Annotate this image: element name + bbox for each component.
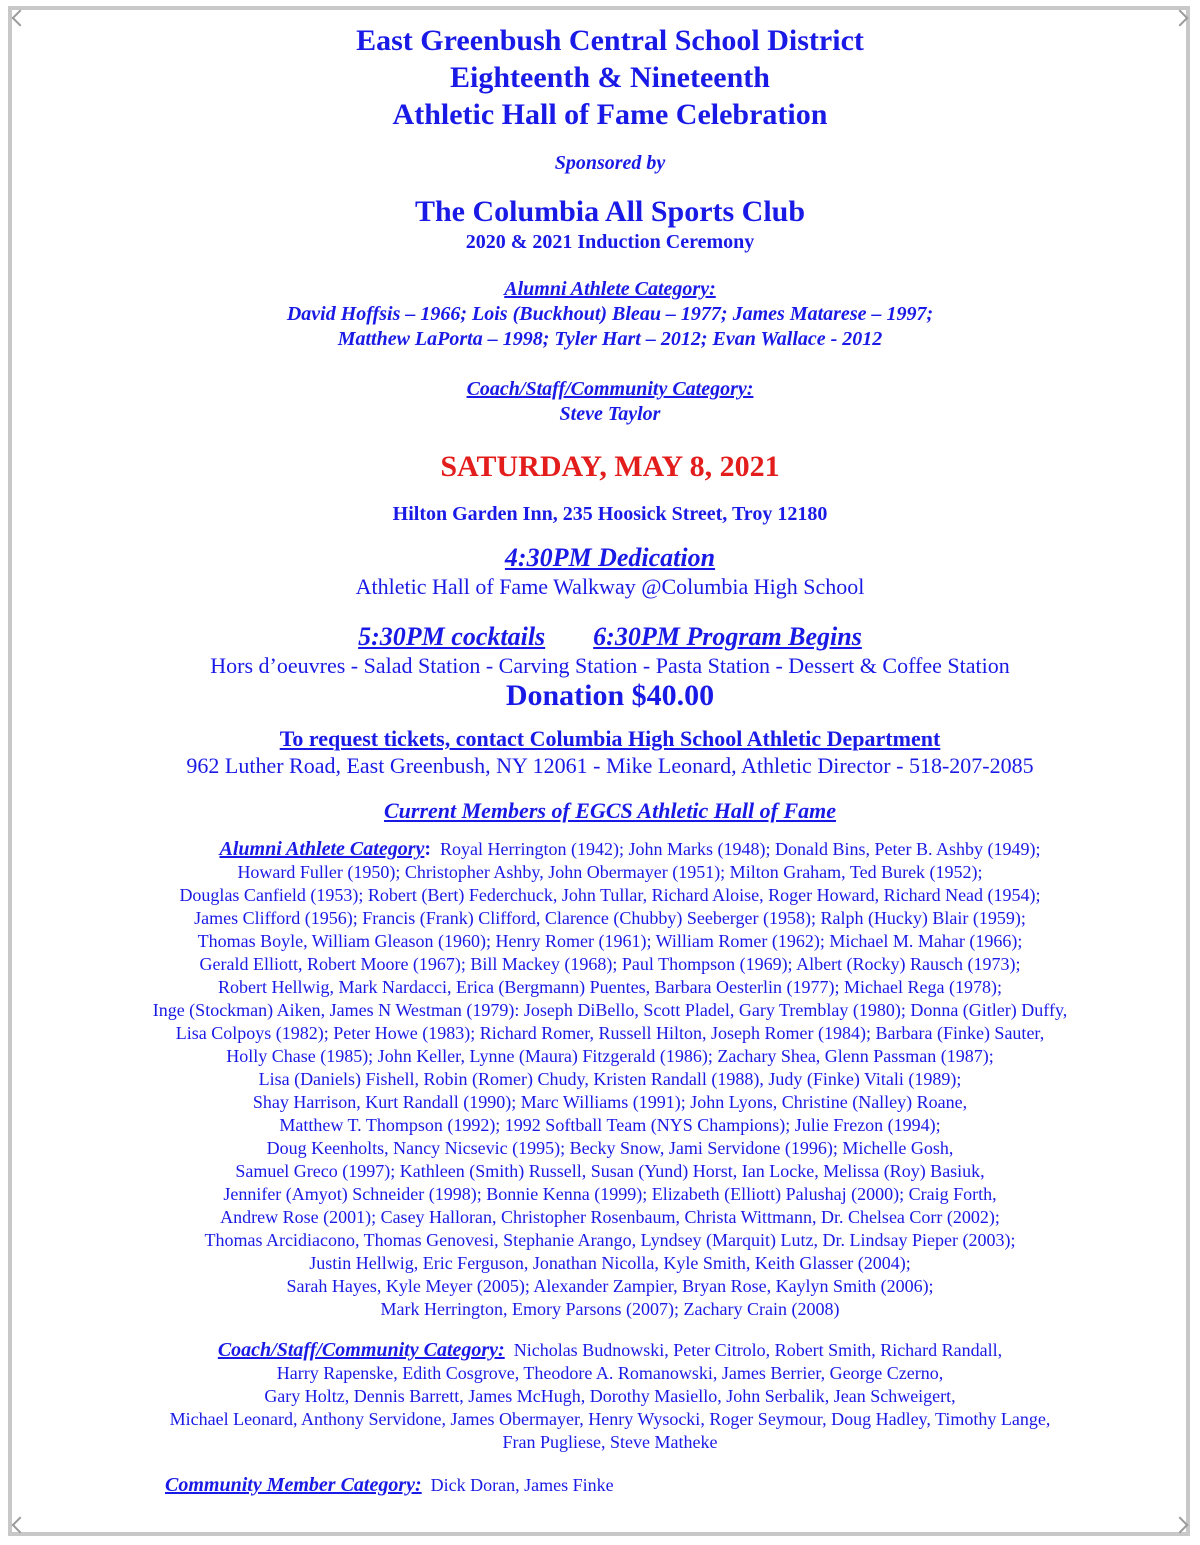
program-times [20,622,1200,652]
community-heading: Community Member Category: [165,1474,422,1496]
sponsored-by-label: Sponsored by [554,152,666,174]
member-names: Royal Herrington (1942); John Marks (1948); Donald Bins, Peter B. Ashby (1949); [440,839,1041,859]
member-line: Holly Chase (1985); John Keller, Lynne (Maura) Fitzgerald (1986); Zachary Shea, Glenn Passman (1987); [226,1046,994,1066]
member-line: Gerald Elliott, Robert Moore (1967); Bill Mackey (1968); Paul Thompson (1969); Albert (Rocky) Rausch (1973); [199,954,1021,974]
flyer-title [20,22,1200,133]
member-line: Mark Herrington, Emory Parsons (2007); Zachary Crain (2008) [380,1299,840,1319]
program-start-time: 6:30PM Program Begins [593,622,862,651]
member-line: Howard Fuller (1950); Christopher Ashby, John Obermayer (1951); Milton Graham, Ted Burek (1952); [237,862,983,882]
member-line: Fran Pugliese, Steve Matheke [502,1432,718,1452]
member-line: Sarah Hayes, Kyle Meyer (2005); Alexander Zampier, Bryan Rose, Kaylyn Smith (2006); [286,1276,934,1296]
member-line: Inge (Stockman) Aiken, James N Westman (1979): Joseph DiBello, Scott Pladel, Gary Tremblay (1980); Donna (Gitler) Duffy, [152,1000,1068,1020]
alumni-inductees-line: David Hoffsis – 1966; Lois (Buckhout) Bleau – 1977; James Matarese – 1997; [286,303,934,325]
menu-list: Hors d’oeuvres - Salad Station - Carving Station - Pasta Station - Dessert & Coffee Station [210,653,1010,678]
member-line: Shay Harrison, Kurt Randall (1990); Marc Williams (1991); John Lyons, Christine (Nalley) Roane, [252,1092,968,1112]
dedication-section [20,543,1200,600]
tickets-heading: To request tickets, contact Columbia High School Athletic Department [279,726,941,751]
member-line: Samuel Greco (1997); Kathleen (Smith) Russell, Susan (Yund) Horst, Ian Locke, Melissa (Roy) Basiuk, [235,1161,985,1181]
coach-inductee-section [20,377,1200,427]
alumni-category-heading: Alumni Athlete Category: [504,278,716,300]
current-coach-heading: Coach/Staff/Community Category: [217,1339,505,1361]
current-members-heading: Current Members of EGCS Athletic Hall of Fame [383,798,837,823]
member-line: Matthew T. Thompson (1992); 1992 Softball Team (NYS Champions); Julie Frezon (1994); [279,1115,941,1135]
member-line: Jennifer (Amyot) Schneider (1998); Bonnie Kenna (1999); Elizabeth (Elliott) Palushaj (2000); Craig Forth, [223,1184,997,1204]
member-names: Nicholas Budnowski, Peter Citrolo, Robert Smith, Richard Randall, [513,1340,1003,1360]
member-line: Robert Hellwig, Mark Nardacci, Erica (Bergmann) Puentes, Barbara Oesterlin (1977); Michael Rega (1978); [218,977,1002,997]
dedication-place: Athletic Hall of Fame Walkway @Columbia High School [355,574,865,599]
current-coach-members [20,1339,1200,1454]
member-line: Lisa (Daniels) Fishell, Robin (Romer) Chudy, Kristen Randall (1988), Judy (Finke) Vitali (1989); [258,1069,962,1089]
coach-category-heading: Coach/Staff/Community Category: [466,378,754,400]
member-line: Lisa Colpoys (1982); Peter Howe (1983); Richard Romer, Russell Hilton, Joseph Romer (1984); Barbara (Finke) Sauter, [175,1023,1045,1043]
title-line: Eighteenth & Nineteenth [450,61,770,94]
member-line: Justin Hellwig, Eric Ferguson, Jonathan Nicolla, Kyle Smith, Keith Glasser (2004); [309,1253,911,1273]
member-line: Thomas Arcidiacono, Thomas Genovesi, Stephanie Arango, Lyndsey (Marquit) Lutz, Dr. Lindsay Pieper (2003); [204,1230,1016,1250]
member-line: Harry Rapenske, Edith Cosgrove, Theodore A. Romanowski, James Berrier, George Czerno, [276,1363,944,1383]
alumni-inductees-line: Matthew LaPorta – 1998; Tyler Hart – 2012; Evan Wallace - 2012 [337,328,883,350]
cocktails-time: 5:30PM cocktails [358,622,546,651]
member-line: Gary Holtz, Dennis Barrett, James McHugh, Dorothy Masiello, John Serbalik, Jean Schweigert, [264,1386,956,1406]
community-members [20,1474,1200,1497]
flyer-content [20,22,1200,1497]
program-section [20,622,1200,713]
member-line: Doug Keenholts, Nancy Nicsevic (1995); Becky Snow, Jami Servidone (1996); Michelle Gosh, [266,1138,954,1158]
member-line [20,1339,1200,1362]
member-line: Douglas Canfield (1953); Robert (Bert) Federchuck, John Tullar, Richard Aloise, Roger Howard, Richard Nead (1954); [179,885,1041,905]
club-name: The Columbia All Sports Club [414,195,806,228]
current-alumni-members [20,838,1200,1321]
title-line: East Greenbush Central School District [356,24,864,57]
event-venue: Hilton Garden Inn, 235 Hoosick Street, Troy 12180 [392,503,828,525]
title-line: Athletic Hall of Fame Celebration [392,98,828,131]
coach-inductee-name: Steve Taylor [559,403,661,425]
donation-amount: Donation $40.00 [505,679,715,712]
member-line: Michael Leonard, Anthony Servidone, James Obermayer, Henry Wysocki, Roger Seymour, Doug Hadley, Timothy Lange, [169,1409,1051,1429]
alumni-inductees-section [20,277,1200,352]
member-line: Andrew Rose (2001); Casey Halloran, Christopher Rosenbaum, Christa Wittmann, Dr. Chelsea Corr (2002); [220,1207,1000,1227]
ceremony-title: 2020 & 2021 Induction Ceremony [465,231,755,253]
member-line: Thomas Boyle, William Gleason (1960); Henry Romer (1961); William Romer (1962); Michael M. Mahar (1966); [197,931,1023,951]
current-alumni-heading: Alumni Athlete Category [219,838,425,860]
dedication-time: 4:30PM Dedication [504,543,716,572]
event-date: SATURDAY, MAY 8, 2021 [440,450,780,483]
member-line: James Clifford (1956); Francis (Frank) Clifford, Clarence (Chubby) Seeberger (1958); Ralph (Hucky) Blair (1959); [194,908,1026,928]
community-names: Dick Doran, James Finke [430,1475,614,1495]
tickets-contact: 962 Luther Road, East Greenbush, NY 12061 - Mike Leonard, Athletic Director - 518-207-2085 [186,753,1034,778]
member-line: Alumni Athlete Category: Royal Herrington (1942); John Marks (1948); Donald Bins, Peter B. Ashby (1949); [219,838,1041,860]
